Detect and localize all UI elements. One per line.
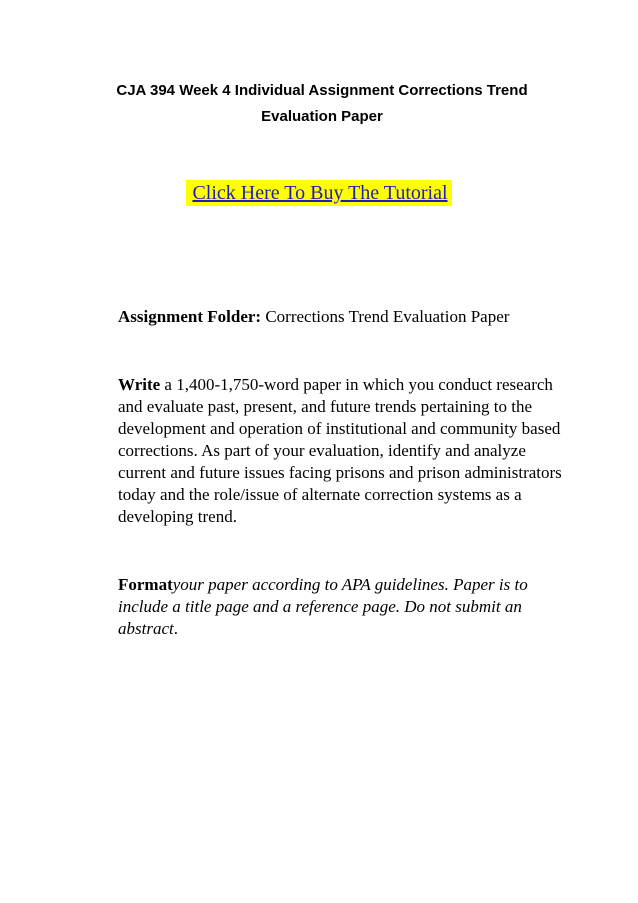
- write-instructions-paragraph: [118, 374, 566, 528]
- assignment-folder-text: Corrections Trend Evaluation Paper: [261, 307, 510, 326]
- buy-link-container: [0, 180, 638, 206]
- write-label: Write: [118, 375, 161, 394]
- document-title: CJA 394 Week 4 Individual Assignment Corrections Trend Evaluation Paper: [116, 82, 528, 125]
- format-instructions-end: .: [173, 619, 178, 638]
- buy-tutorial-link[interactable]: Click Here To Buy The Tutorial: [186, 180, 451, 206]
- format-label: Format: [118, 575, 173, 594]
- format-instructions-text: your paper according to APA guidelines. Paper is to include a title page and a reference page. Do not submit an abstract: [118, 575, 528, 638]
- format-instructions-paragraph: [118, 574, 566, 640]
- assignment-folder-label: Assignment Folder:: [118, 307, 262, 326]
- assignment-folder-paragraph: [118, 306, 566, 328]
- write-instructions-text: a 1,400-1,750-word paper in which you conduct research and evaluate past, present, and future trends pertaining to the development and operation of institutional and community based corrections. As part of your evaluation, identify and analyze current and future issues facing prisons and prison administrators today and the role/issue of alternate correction systems as a developing trend.: [118, 375, 562, 526]
